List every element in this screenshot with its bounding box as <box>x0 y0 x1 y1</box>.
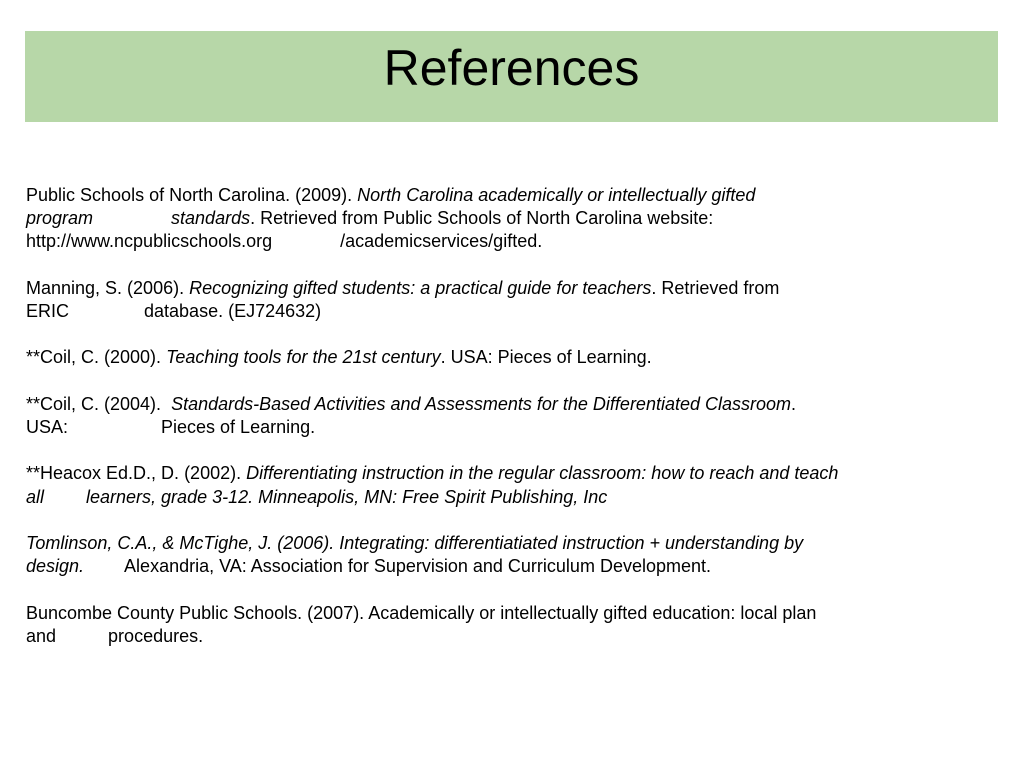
reference-title: program <box>26 208 94 229</box>
reference-author-date: Buncombe County Public Schools. (2007). Academically or intellectually gifted education: local plan <box>26 602 817 623</box>
reference-item-heacox <box>26 462 1001 508</box>
title-band <box>25 31 998 122</box>
reference-author-date: **Heacox Ed.D., D. (2002). <box>26 463 247 484</box>
reference-source: Pieces of Learning. <box>161 416 316 437</box>
reference-title: learners, grade 3-12. Minneapolis, MN: Free Spirit Publishing, Inc <box>86 486 608 507</box>
reference-title: Standards-Based Activities and Assessments for the Differentiated Classroom <box>171 393 792 414</box>
reference-item-buncombe <box>26 602 1001 648</box>
reference-author-date: **Coil, C. (2000). <box>26 347 167 368</box>
reference-title: and <box>26 625 57 646</box>
reference-item-ncpublicschools <box>26 184 1001 254</box>
reference-title: Recognizing gifted students: a practical guide for teachers <box>189 277 652 298</box>
reference-title: Teaching tools for the 21st century <box>166 347 441 368</box>
reference-title: Differentiating instruction in the regular classroom: how to reach and teach <box>246 463 839 484</box>
reference-list <box>26 184 1001 671</box>
reference-title: all <box>26 486 45 507</box>
reference-item-coil-2000 <box>26 346 1001 369</box>
reference-author-date: **Coil, C. (2004). <box>26 393 172 414</box>
reference-source: . Retrieved from Public Schools of North Carolina website: <box>250 208 714 229</box>
reference-author-date: Manning, S. (2006). <box>26 277 190 298</box>
reference-source: database. (EJ724632) <box>144 301 322 321</box>
reference-source: USA: <box>26 416 69 437</box>
reference-source: . Retrieved from <box>651 277 780 298</box>
reference-item-manning <box>26 277 1001 323</box>
reference-title: North Carolina academically or intellectually gifted <box>357 185 756 205</box>
reference-item-coil-2004 <box>26 393 1001 439</box>
reference-title: procedures. <box>108 625 204 646</box>
reference-title: standards <box>171 208 251 229</box>
reference-title: Tomlinson, C.A., & McTighe, J. (2006). Integrating: differentiatiated instruction + understanding by <box>26 532 804 553</box>
reference-url: http://www.ncpublicschools.org <box>26 231 273 252</box>
reference-author-date: Public Schools of North Carolina. (2009). <box>26 185 358 205</box>
reference-source: . <box>791 393 797 414</box>
reference-title: design. <box>26 556 85 577</box>
reference-item-tomlinson <box>26 532 1001 578</box>
reference-source: Alexandria, VA: Association for Supervision and Curriculum Development. <box>124 556 711 577</box>
reference-source: . USA: Pieces of Learning. <box>440 347 652 368</box>
page-title: References <box>383 40 640 96</box>
reference-url: /academicservices/gifted. <box>340 231 543 252</box>
reference-source: ERIC <box>26 301 70 321</box>
